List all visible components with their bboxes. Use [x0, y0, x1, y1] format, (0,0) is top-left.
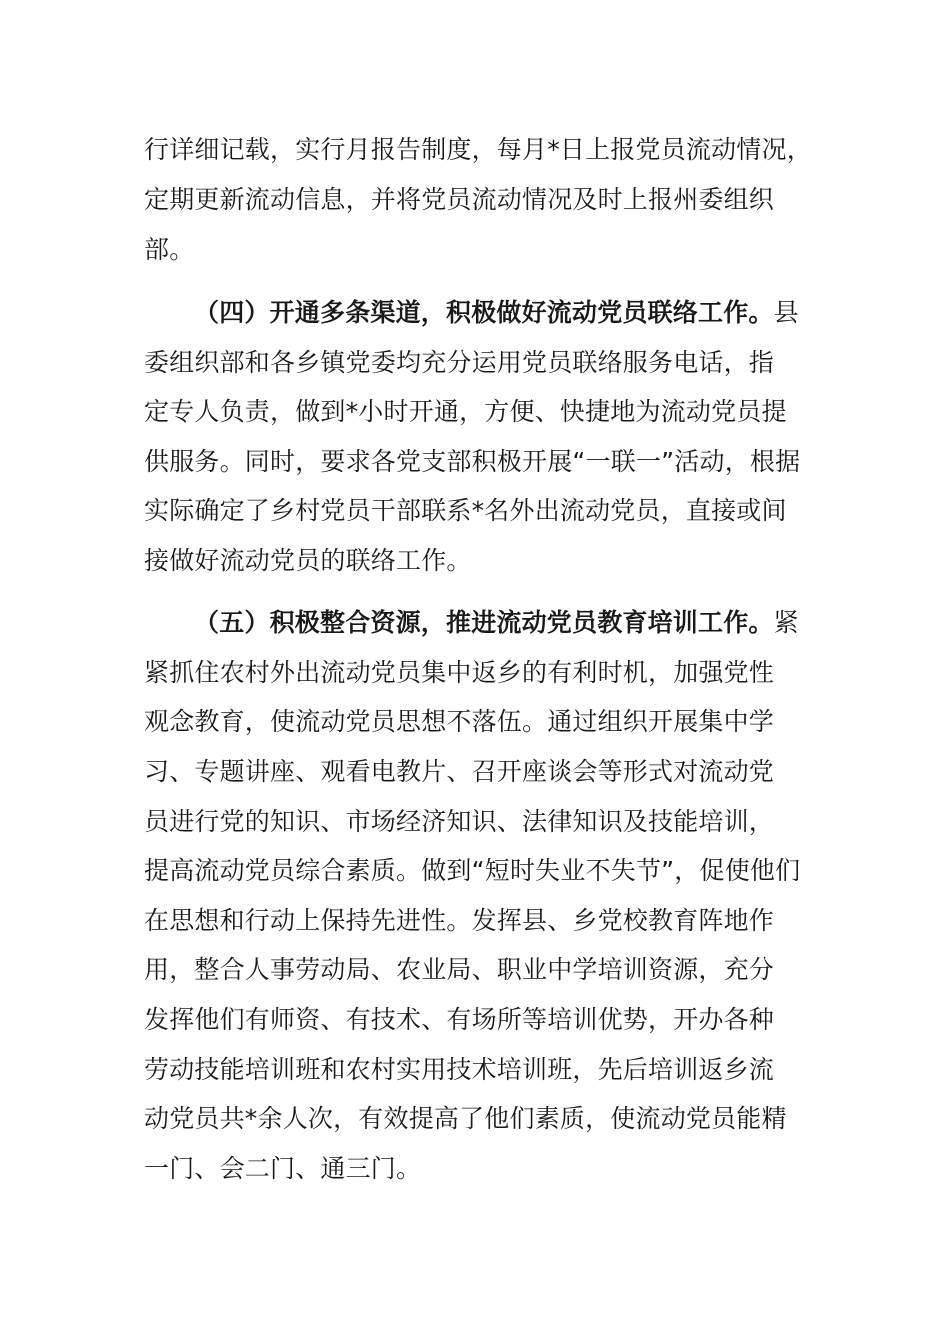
section-5-heading: （五）积极整合资源，推进流动党员教育培训工作。 — [194, 608, 774, 637]
paragraph-2-line-5: 实际确定了乡村党员干部联系*名外出流动党员，直接或间 — [144, 496, 787, 525]
paragraph-3-line-2: 紧抓住农村外出流动党员集中返乡的有利时机，加强党性 — [144, 658, 775, 687]
paragraph-3-line-9: 发挥他们有师资、有技术、有场所等培训优势，开办各种 — [144, 1005, 775, 1034]
paragraph-3-line-10: 劳动技能培训班和农村实用技术培训班，先后培训返乡流 — [144, 1055, 775, 1084]
paragraph-3-line-7: 在思想和行动上保持先进性。发挥县、乡党校教育阵地作 — [144, 906, 775, 935]
paragraph-3-line-5: 员进行党的知识、市场经济知识、法律知识及技能培训， — [144, 807, 775, 836]
section-4-heading: （四）开通多条渠道，积极做好流动党员联络工作。 — [194, 298, 774, 327]
paragraph-2-first-line-rest: 县 — [773, 298, 799, 327]
paragraph-2-line-3: 定专人负责，做到*小时开通，方便、快捷地为流动党员提 — [144, 397, 787, 426]
paragraph-2-line-4: 供服务。同时，要求各党支部积极开展“一联一”活动，根据 — [144, 447, 801, 476]
paragraph-3-line-12: 一门、会二门、通三门。 — [144, 1154, 422, 1183]
paragraph-3-line-4: 习、专题讲座、观看电教片、召开座谈会等形式对流动党 — [144, 757, 775, 786]
paragraph-3-line-6: 提高流动党员综合素质。做到“短时失业不失节”，促使他们 — [144, 856, 801, 885]
paragraph-1-line-2: 定期更新流动信息，并将党员流动情况及时上报州委组织 — [144, 185, 775, 214]
paragraph-2-line-6: 接做好流动党员的联络工作。 — [144, 546, 472, 575]
paragraph-3-line-8: 用，整合人事劳动局、农业局、职业中学培训资源，充分 — [144, 955, 775, 984]
paragraph-3-line-3: 观念教育，使流动党员思想不落伍。通过组织开展集中学 — [144, 707, 775, 736]
paragraph-3-first-line — [194, 606, 799, 640]
paragraph-2-line-2: 委组织部和各乡镇党委均充分运用党员联络服务电话，指 — [144, 348, 775, 377]
paragraph-1-line-3: 部。 — [144, 235, 195, 264]
paragraph-3-line-11: 动党员共*余人次，有效提高了他们素质，使流动党员能精 — [144, 1104, 787, 1133]
paragraph-3-first-line-rest: 紧 — [773, 608, 799, 637]
paragraph-1-line-1: 行详细记载，实行月报告制度，每月*日上报党员流动情况， — [144, 135, 812, 164]
paragraph-2-first-line — [194, 296, 799, 330]
